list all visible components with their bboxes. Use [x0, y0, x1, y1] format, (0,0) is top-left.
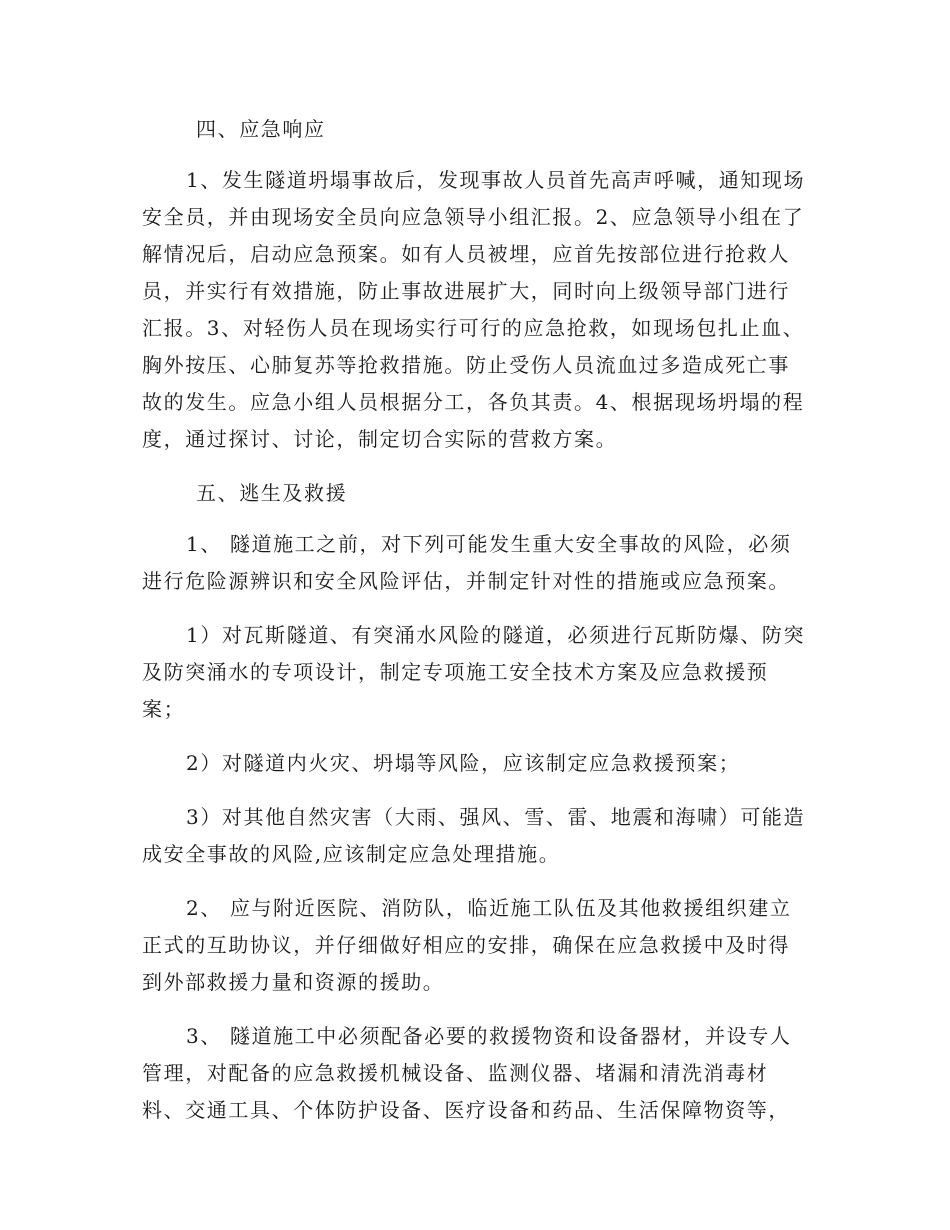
- section-heading-emergency-response: 四、应急响应: [196, 117, 326, 141]
- paragraph-line: 料、交通工具、个体防护设备、医疗设备和药品、生活保障物资等，: [142, 1098, 790, 1122]
- paragraph-line: 案；: [142, 697, 186, 721]
- paragraph-line: 胸外按压、心肺复苏等抢救措施。防止受伤人员流血过多造成死亡事: [142, 353, 790, 377]
- paragraph-line: 进行危险源辨识和安全风险评估，并制定针对性的措施或应急预案。: [142, 569, 790, 593]
- paragraph-line: 1、发生隧道坍塌事故后，发现事故人员首先高声呼喊，通知现场: [186, 168, 806, 192]
- paragraph-line: 安全员，并由现场安全员向应急领导小组汇报。2、应急领导小组在了: [142, 205, 805, 229]
- paragraph-line: 2）对隧道内火灾、坍塌等风险，应该制定应急救援预案；: [186, 751, 741, 775]
- paragraph-line: 管理，对配备的应急救援机械设备、监测仪器、堵漏和清洗消毒材: [142, 1061, 769, 1085]
- paragraph-line: 故的发生。应急小组人员根据分工，各负其责。4、根据现场坍塌的程: [142, 390, 805, 414]
- paragraph-line: 度，通过探讨、讨论，制定切合实际的营救方案。: [142, 427, 618, 451]
- paragraph-line: 到外部救援力量和资源的援助。: [142, 970, 445, 994]
- paragraph-line: 正式的互助协议，并仔细做好相应的安排，确保在应急救援中及时得: [142, 933, 790, 957]
- paragraph-line: 及防突涌水的专项设计，制定专项施工安全技术方案及应急救援预: [142, 660, 769, 684]
- paragraph-line: 2、 应与附近医院、消防队，临近施工队伍及其他救援组织建立: [186, 896, 792, 920]
- paragraph-line: 1）对瓦斯隧道、有突涌水风险的隧道，必须进行瓦斯防爆、防突: [186, 623, 806, 647]
- paragraph-line: 员，并实行有效措施，防止事故进展扩大，同时向上级领导部门进行: [142, 279, 790, 303]
- paragraph-line: 3）对其他自然灾害（大雨、强风、雪、雷、地震和海啸）可能造: [186, 805, 806, 829]
- paragraph-line: 3、 隧道施工中必须配备必要的救援物资和设备器材，并设专人: [186, 1024, 792, 1048]
- section-heading-escape-and-rescue: 五、逃生及救援: [196, 481, 348, 505]
- paragraph-line: 汇报。3、对轻伤人员在现场实行可行的应急抢救，如现场包扎止血、: [142, 316, 805, 340]
- paragraph-line: 成安全事故的风险,应该制定应急处理措施。: [142, 842, 561, 866]
- paragraph-line: 1、 隧道施工之前，对下列可能发生重大安全事故的风险，必须: [186, 532, 792, 556]
- paragraph-line: 解情况后，启动应急预案。如有人员被埋，应首先按部位进行抢救人: [142, 242, 790, 266]
